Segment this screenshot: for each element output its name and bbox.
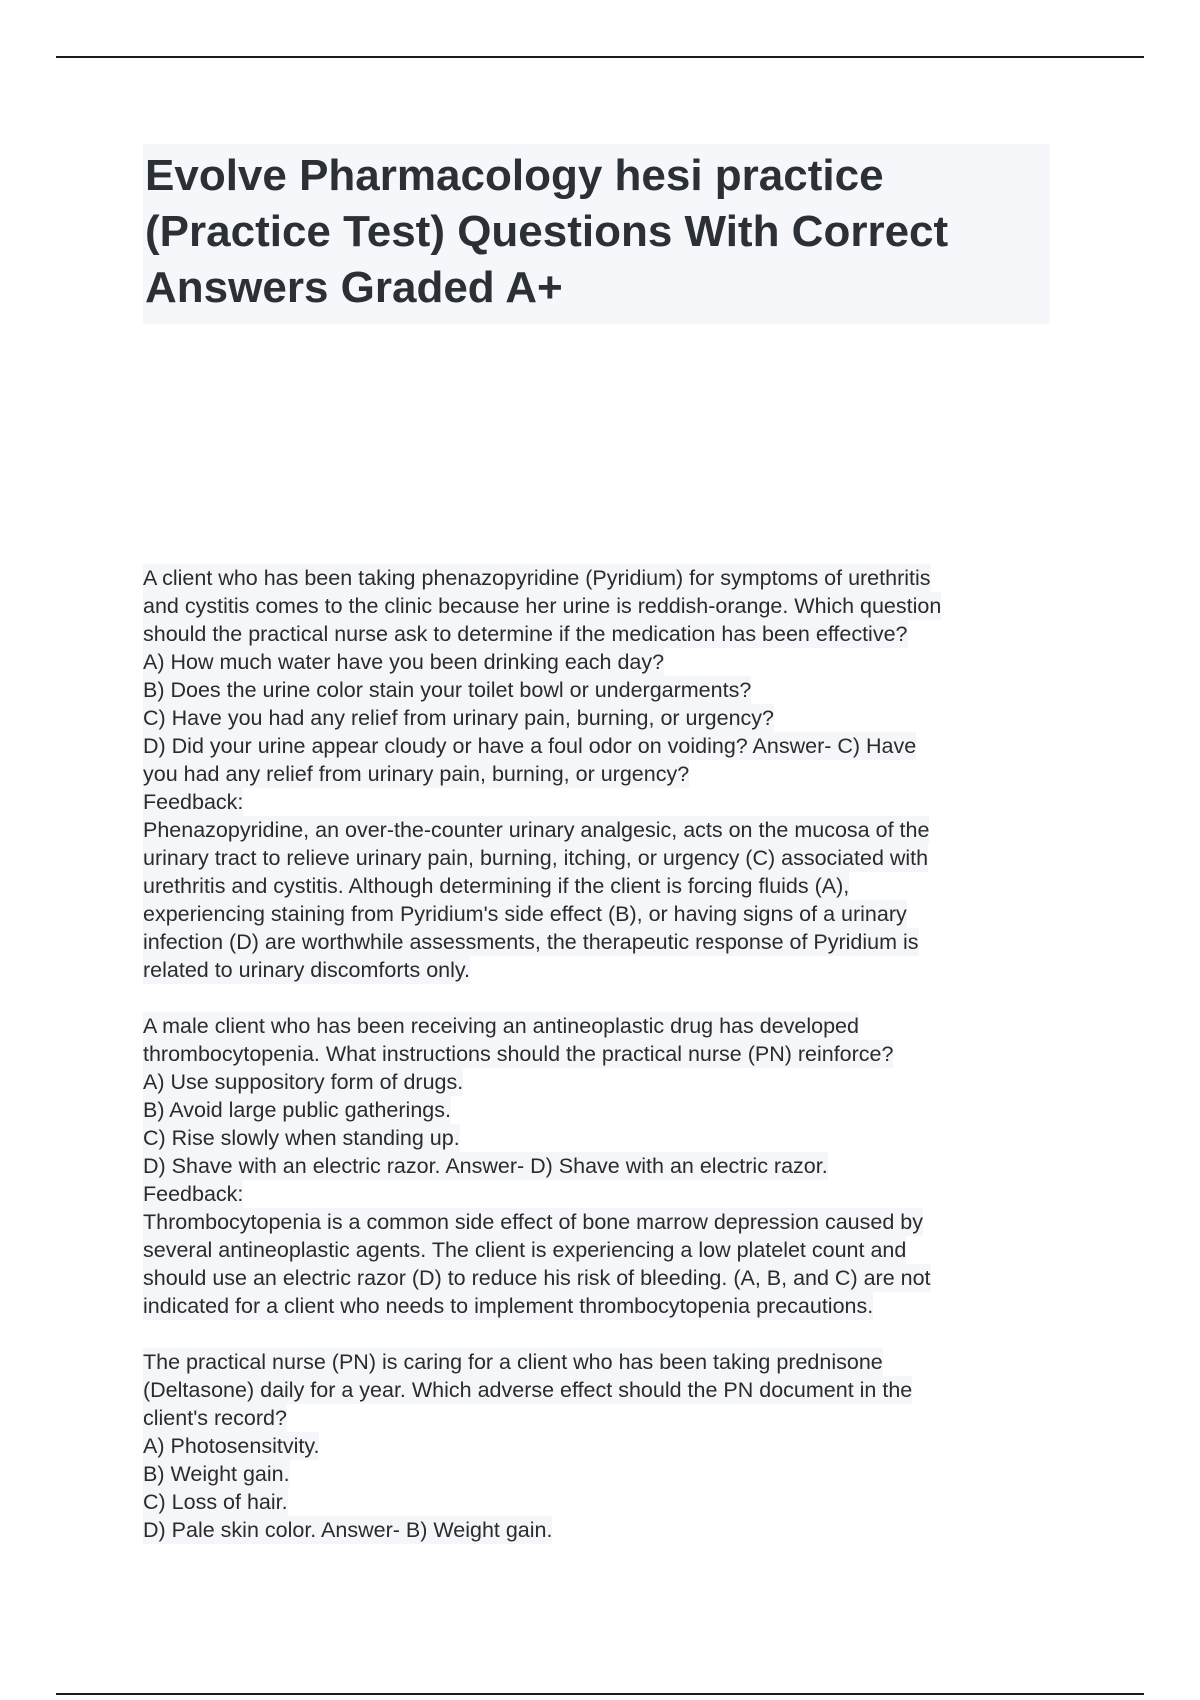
answer-option-line: A) Photosensitvity.	[143, 1434, 320, 1458]
answer-option-line: D) Did your urine appear cloudy or have a foul odor on voiding? Answer- C) Have	[143, 734, 917, 758]
question-block-3	[143, 1348, 1063, 1544]
answer-option-line: C) Loss of hair.	[143, 1490, 288, 1514]
document-body	[143, 564, 1063, 1572]
answer-option-line: B) Weight gain.	[143, 1462, 290, 1486]
answer-option-line: C) Have you had any relief from urinary pain, burning, or urgency?	[143, 706, 774, 730]
answer-option-line: B) Does the urine color stain your toilet bowl or undergarments?	[143, 678, 752, 702]
feedback-line: Phenazopyridine, an over-the-counter urinary analgesic, acts on the mucosa of the	[143, 818, 930, 842]
answer-option-line: B) Avoid large public gatherings.	[143, 1098, 451, 1122]
feedback-line: several antineoplastic agents. The client is experiencing a low platelet count and	[143, 1238, 907, 1262]
question-stem-line: and cystitis comes to the clinic because her urine is reddish-orange. Which question	[143, 594, 942, 618]
question-stem-line: thrombocytopenia. What instructions should the practical nurse (PN) reinforce?	[143, 1042, 894, 1066]
answer-option-line: you had any relief from urinary pain, burning, or urgency?	[143, 762, 690, 786]
document-title	[143, 144, 1050, 324]
feedback-line: urinary tract to relieve urinary pain, burning, itching, or urgency (C) associated with	[143, 846, 929, 870]
question-stem-line: A male client who has been receiving an antineoplastic drug has developed	[143, 1014, 859, 1038]
question-block-1	[143, 564, 1063, 984]
answer-option-line: D) Shave with an electric razor. Answer- D) Shave with an electric razor.	[143, 1154, 828, 1178]
feedback-line: experiencing staining from Pyridium's side effect (B), or having signs of a urinary	[143, 902, 907, 926]
title-line: (Practice Test) Questions With Correct	[145, 207, 949, 256]
feedback-line: Thrombocytopenia is a common side effect of bone marrow depression caused by	[143, 1210, 923, 1234]
answer-option-line: A) Use suppository form of drugs.	[143, 1070, 464, 1094]
answer-option-line: A) How much water have you been drinking each day?	[143, 650, 665, 674]
question-stem-line: A client who has been taking phenazopyridine (Pyridium) for symptoms of urethritis	[143, 566, 931, 590]
title-line: Evolve Pharmacology hesi practice	[145, 151, 884, 200]
question-stem-line: should the practical nurse ask to determine if the medication has been effective?	[143, 622, 908, 646]
question-stem-line: The practical nurse (PN) is caring for a client who has been taking prednisone	[143, 1350, 883, 1374]
feedback-label: Feedback:	[143, 1182, 244, 1206]
feedback-line: should use an electric razor (D) to reduce his risk of bleeding. (A, B, and C) are not	[143, 1266, 931, 1290]
feedback-line: related to urinary discomforts only.	[143, 958, 471, 982]
title-line: Answers Graded A+	[145, 263, 563, 312]
feedback-line: indicated for a client who needs to implement thrombocytopenia precautions.	[143, 1294, 874, 1318]
question-block-2	[143, 1012, 1063, 1320]
top-rule	[56, 56, 1144, 58]
feedback-line: urethritis and cystitis. Although determining if the client is forcing fluids (A),	[143, 874, 850, 898]
question-stem-line: (Deltasone) daily for a year. Which adverse effect should the PN document in the	[143, 1378, 913, 1402]
feedback-line: infection (D) are worthwhile assessments, the therapeutic response of Pyridium is	[143, 930, 919, 954]
answer-option-line: D) Pale skin color. Answer- B) Weight gain.	[143, 1518, 553, 1542]
bottom-rule	[56, 1693, 1144, 1695]
answer-option-line: C) Rise slowly when standing up.	[143, 1126, 460, 1150]
feedback-label: Feedback:	[143, 790, 244, 814]
question-stem-line: client's record?	[143, 1406, 287, 1430]
